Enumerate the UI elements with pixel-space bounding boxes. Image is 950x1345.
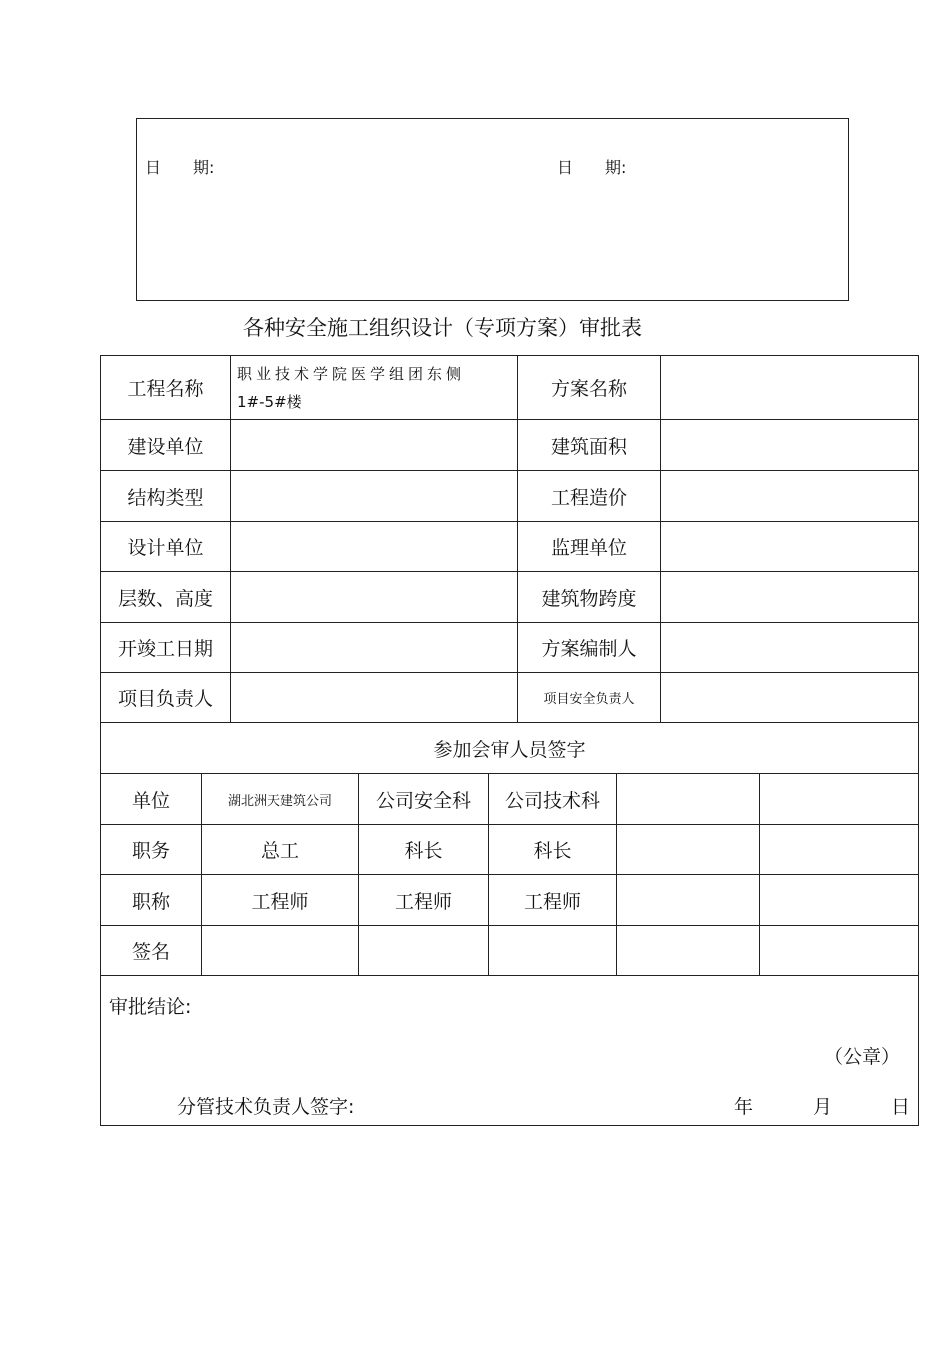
position-label: 职务 [101, 825, 202, 875]
plan-author-label: 方案编制人 [518, 623, 661, 673]
structure-type-label: 结构类型 [101, 471, 231, 522]
position-cell: 科长 [359, 825, 489, 875]
approval-conclusion-label: 审批结论: [109, 996, 192, 1018]
unit-cell: 湖北洲天建筑公司 [202, 774, 359, 825]
unit-cell-empty[interactable] [760, 774, 919, 825]
position-cell: 科长 [489, 825, 617, 875]
unit-cell-empty[interactable] [617, 774, 760, 825]
signature-cell[interactable] [617, 926, 760, 976]
title-label: 职称 [101, 875, 202, 926]
day-label: 日 [891, 1096, 911, 1118]
building-area-value[interactable] [661, 420, 919, 471]
project-manager-value[interactable] [231, 673, 518, 723]
plan-author-value[interactable] [661, 623, 919, 673]
approval-conclusion-cell[interactable] [101, 976, 919, 1126]
plan-name-label: 方案名称 [518, 356, 661, 420]
year-label: 年 [734, 1096, 754, 1118]
project-name-value: 职业技术学院医学组团东侧 1#-5#楼 [231, 356, 518, 420]
month-label: 月 [813, 1096, 833, 1118]
title-cell-empty[interactable] [617, 875, 760, 926]
title-cell: 工程师 [202, 875, 359, 926]
review-header: 参加会审人员签字 [101, 723, 919, 774]
project-info-table [100, 355, 919, 723]
technical-manager-signature-label: 分管技术负责人签字: [177, 1096, 355, 1118]
title-cell-empty[interactable] [760, 875, 919, 926]
signature-cell[interactable] [489, 926, 617, 976]
floors-height-label: 层数、高度 [101, 572, 231, 623]
top-date-box [136, 118, 849, 301]
construction-unit-value[interactable] [231, 420, 518, 471]
project-manager-label: 项目负责人 [101, 673, 231, 723]
position-cell-empty[interactable] [760, 825, 919, 875]
signature-cell[interactable] [359, 926, 489, 976]
start-end-date-label: 开竣工日期 [101, 623, 231, 673]
signature-cell[interactable] [202, 926, 359, 976]
project-safety-manager-label: 项目安全负责人 [518, 673, 661, 723]
unit-label: 单位 [101, 774, 202, 825]
page-title: 各种安全施工组织设计（专项方案）审批表 [243, 316, 642, 340]
design-unit-value[interactable] [231, 522, 518, 572]
design-unit-label: 设计单位 [101, 522, 231, 572]
supervision-unit-value[interactable] [661, 522, 919, 572]
position-cell-empty[interactable] [617, 825, 760, 875]
start-end-date-value[interactable] [231, 623, 518, 673]
unit-cell: 公司技术科 [489, 774, 617, 825]
project-cost-value[interactable] [661, 471, 919, 522]
project-cost-label: 工程造价 [518, 471, 661, 522]
date-left: 日 期: [145, 158, 215, 177]
building-span-value[interactable] [661, 572, 919, 623]
official-seal-label: （公章） [824, 1046, 901, 1068]
signature-cell[interactable] [760, 926, 919, 976]
title-cell: 工程师 [359, 875, 489, 926]
review-signature-table [100, 722, 919, 1126]
position-cell: 总工 [202, 825, 359, 875]
building-area-label: 建筑面积 [518, 420, 661, 471]
project-safety-manager-value[interactable] [661, 673, 919, 723]
date-right: 日 期: [557, 158, 627, 177]
unit-cell: 公司安全科 [359, 774, 489, 825]
structure-type-value[interactable] [231, 471, 518, 522]
title-cell: 工程师 [489, 875, 617, 926]
building-span-label: 建筑物跨度 [518, 572, 661, 623]
supervision-unit-label: 监理单位 [518, 522, 661, 572]
construction-unit-label: 建设单位 [101, 420, 231, 471]
signature-label: 签名 [101, 926, 202, 976]
plan-name-value[interactable] [661, 356, 919, 420]
project-name-label: 工程名称 [101, 356, 231, 420]
floors-height-value[interactable] [231, 572, 518, 623]
